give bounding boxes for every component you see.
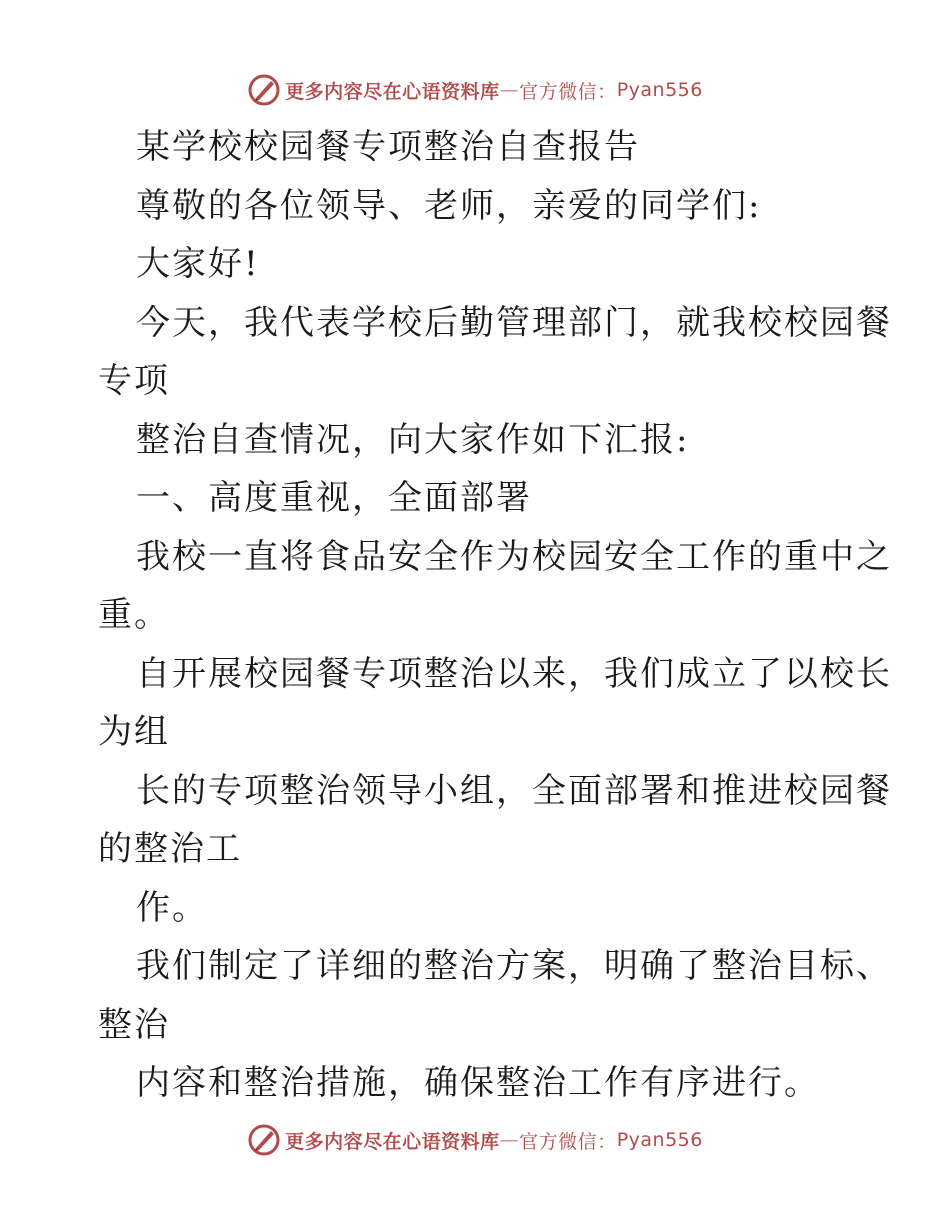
text-line: 作。: [136, 887, 208, 928]
text-line: 整治自查情况，向大家作如下汇报:: [136, 419, 690, 460]
text-line: 尊敬的各位领导、老师，亲爱的同学们:: [136, 185, 762, 226]
text-line: 我们制定了详细的整治方案，明确了整治目标、: [136, 946, 892, 986]
text-line: 我校一直将食品安全作为校园安全工作的重中之: [136, 536, 892, 577]
text-line: 重。: [98, 595, 170, 635]
banner-dash: —: [499, 1129, 520, 1151]
document-title: 某学校校园餐专项整治自查报告: [136, 127, 640, 167]
text-line: 整治: [98, 1004, 170, 1045]
banner-official-label: 官方微信：: [519, 1130, 617, 1153]
feather-pen-icon: [247, 73, 281, 107]
text-line: 今天，我代表学校后勤管理部门，就我校校园餐: [136, 302, 892, 343]
banner-wechat-id: Pyan556: [616, 79, 703, 101]
text-line: 自开展校园餐专项整治以来，我们成立了以校长: [136, 653, 892, 694]
document-body: [98, 118, 892, 1113]
banner-wechat-id: Pyan556: [616, 1129, 703, 1151]
header-watermark-banner: [0, 70, 950, 110]
text-line: 为组: [98, 712, 170, 752]
banner-dash: —: [499, 79, 520, 101]
feather-pen-icon: [247, 1123, 281, 1157]
text-line: 专项: [98, 361, 170, 401]
text-line: 内容和整治措施，确保整治工作有序进行。: [136, 1063, 820, 1103]
text-line: 的整治工: [98, 829, 242, 869]
banner-main-text: 更多内容尽在心语资料库: [285, 80, 500, 103]
section-heading: 一、高度重视，全面部署: [136, 478, 532, 518]
footer-watermark-banner: [0, 1120, 950, 1160]
text-line: 长的专项整治领导小组，全面部署和推进校园餐: [136, 770, 892, 811]
banner-main-text: 更多内容尽在心语资料库: [285, 1130, 500, 1153]
text-line: 大家好!: [136, 244, 260, 284]
banner-official-label: 官方微信：: [519, 80, 617, 103]
